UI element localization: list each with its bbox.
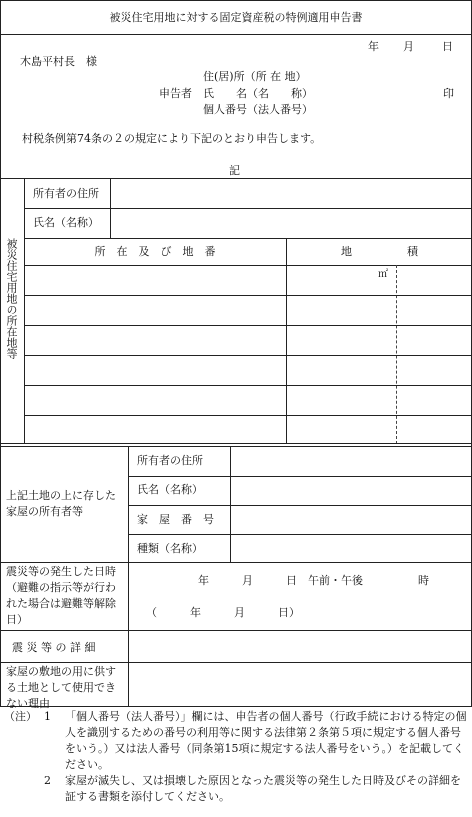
land-row-5[interactable] [25, 386, 471, 415]
house-type-label: 種類（名称） [137, 542, 203, 555]
house-number-label: 家 屋 番 号 [137, 513, 214, 526]
unusable-reason-label: 家屋の敷地の用に供する土地として使用できない理由 [6, 665, 116, 710]
land-owner-address-label: 所有者の住所 [33, 187, 99, 200]
addressee: 木島平村長 様 [20, 55, 97, 68]
form-title: 被災住宅用地に対する固定資産税の特例適用申告書 [109, 11, 363, 24]
house-number-field[interactable] [231, 506, 471, 533]
house-owner-address-field[interactable] [231, 447, 471, 475]
disaster-time-line2: （ 年 月 日） [146, 606, 300, 619]
date-month: 月 [403, 40, 414, 53]
house-type-field[interactable] [231, 535, 471, 561]
intro-text: 村税条例第74条の２の規定により下記のとおり申告します。 [22, 132, 322, 145]
house-owner-name-label: 氏名（名称） [137, 483, 203, 496]
seal-mark: 印 [443, 87, 454, 100]
disaster-detail-field[interactable] [129, 631, 471, 661]
land-side-label: 被災住宅用地の所在地等 [5, 238, 18, 359]
ki-label: 記 [229, 164, 240, 177]
land-row-4[interactable] [25, 356, 471, 385]
date-year: 年 [368, 40, 379, 53]
land-row-3[interactable] [25, 326, 471, 355]
col-area-header: 地 積 [341, 245, 418, 258]
land-owner-address-field[interactable] [111, 179, 471, 207]
house-side-divider [128, 446, 129, 562]
house-owner-address-label: 所有者の住所 [137, 454, 203, 467]
land-owner-name-label: 氏名（名称） [33, 216, 99, 229]
applicant-id-label: 個人番号（法人番号） [203, 103, 313, 116]
applicant-name-label: 氏 名（名 称） [203, 87, 313, 100]
applicant-address-label: 住(居)所（所 在 地） [203, 70, 307, 83]
note-number: 1 [44, 710, 51, 723]
house-side-label: 上記土地の上に存した家屋の所有者等 [6, 489, 116, 518]
house-owner-name-field[interactable] [231, 477, 471, 504]
note-number: 2 [44, 774, 51, 787]
title-divider [0, 34, 472, 35]
land-header-line [24, 238, 472, 239]
unusable-reason-field[interactable] [129, 663, 471, 706]
note-text: 「個人番号（法人番号）」欄には、申告者の個人番号（行政手続における特定の個人を識別するための番号の利用等に関する法律第２条第５項に規定する個人番号をいう。）又は法人番号（同条第15項に規定する法人番号をいう。）を記載してください。 [65, 710, 467, 771]
land-owner-name-field[interactable] [111, 209, 471, 237]
applicant-label: 申告者 [159, 87, 192, 100]
land-row-6[interactable] [25, 416, 471, 443]
disaster-detail-label: 震 災 等 の 詳 細 [12, 641, 96, 654]
date-day: 日 [442, 40, 453, 53]
area-unit: ㎡ [378, 269, 388, 280]
note-text: 家屋が滅失し、又は損壊した原因となった震災等の発生した日時及びその詳細を証する書類を添付してください。 [65, 774, 461, 803]
notes-prefix: （注） [4, 710, 37, 723]
land-row-1[interactable] [25, 266, 471, 295]
disaster-time-line1: 年 月 日 午前・午後 時 [198, 574, 429, 587]
house-bottom-line [0, 562, 472, 563]
col-location-header: 所 在 及 び 地 番 [94, 245, 216, 258]
land-row-2[interactable] [25, 296, 471, 325]
disaster-time-label: 震災等の発生した日時（避難の指示等が行われた場合は避難等解除日） [6, 565, 116, 626]
section-double-line-top [0, 443, 472, 444]
